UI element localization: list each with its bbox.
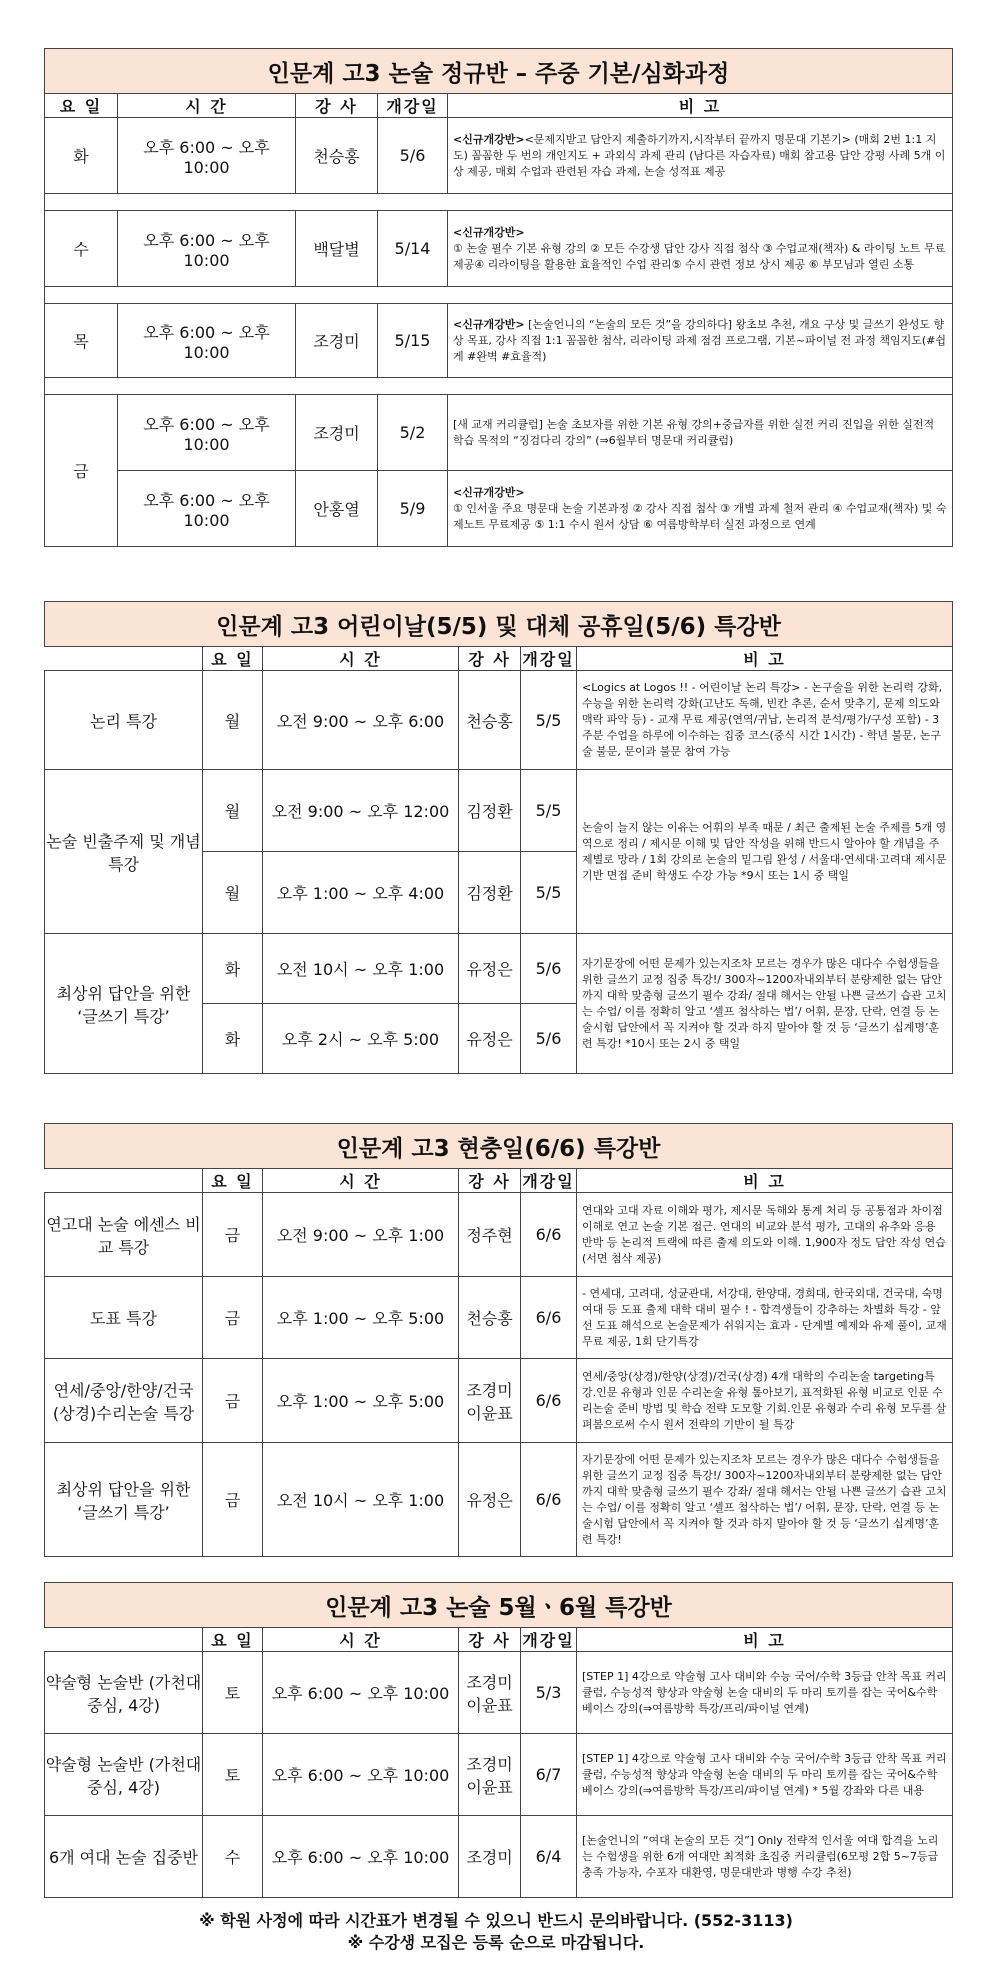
date-cell: 6/6 — [521, 1359, 577, 1443]
date-cell: 6/7 — [521, 1734, 577, 1816]
header-teacher: 강 사 — [459, 647, 521, 671]
teacher-name: 조경미 — [466, 1754, 513, 1774]
teacher-cell: 안홍열 — [296, 471, 378, 547]
day-cell: 토 — [203, 1652, 263, 1734]
day-cell: 월 — [203, 671, 263, 770]
note-cell: <Logics at Logos !! - 어린이날 논리 특강> - 논구술을 위한 논리력 강화, 수능을 위한 논리력 강화(고난도 독해, 빈칸 추론, 순서 맞추기, 문제 의도와 맥락 파악 등) - 교재 무료 제공(연역/귀납, 논리적 분석/평가/구성 포함) - 3주분 수업을 하루에 이수하는 집중 코스(중식 시간 1시간) - 학년 불문, 논구술 불문, 문이과 불문 참여 가능 — [577, 671, 953, 770]
date-cell: 5/2 — [378, 395, 448, 471]
table-row — [45, 471, 953, 547]
header-start-date: 개강일 — [521, 1628, 577, 1652]
header-teacher: 강 사 — [296, 94, 378, 118]
date-cell: 5/3 — [521, 1652, 577, 1734]
table-row — [45, 770, 953, 852]
course-name-cell: 연세/중앙/한양/건국(상경)수리논술 특강 — [45, 1359, 203, 1443]
date-cell: 6/6 — [521, 1443, 577, 1557]
teacher-cell: 조경미 — [296, 304, 378, 378]
date-cell: 5/15 — [378, 304, 448, 378]
note-cell: [STEP 1] 4강으로 약술형 고사 대비와 수능 국어/수학 3등급 안착 목표 커리큘럼, 수능성적 향상과 약술형 논술 대비의 두 마리 토끼를 잡는 국어&수학 베이스 강의(⇒여름방학 특강/프리/파이널 연계) — [577, 1652, 953, 1734]
table-row — [45, 1193, 953, 1277]
time-cell: 오후 6:00 ~ 오후 10:00 — [263, 1734, 459, 1816]
header-time: 시 간 — [263, 647, 459, 671]
course-name-cell: 최상위 답안을 위한 ‘글쓰기 특강’ — [45, 934, 203, 1074]
holiday-special-table — [44, 601, 953, 1074]
table-row — [45, 1443, 953, 1557]
course-name-cell: 약술형 논술반 (가천대 중심, 4강) — [45, 1652, 203, 1734]
header-start-date: 개강일 — [521, 647, 577, 671]
date-cell: 6/6 — [521, 1277, 577, 1359]
teacher-cell: 천승홍 — [459, 1277, 521, 1359]
teacher-cell: 유정은 — [459, 1004, 521, 1074]
section-title: 인문계 고3 어린이날(5/5) 및 대체 공휴일(5/6) 특강반 — [45, 602, 953, 647]
date-cell: 5/6 — [521, 934, 577, 1004]
spacer-row — [45, 287, 953, 304]
header-notes: 비 고 — [577, 647, 953, 671]
time-cell: 오전 10시 ~ 오후 1:00 — [263, 934, 459, 1004]
may-june-special-table — [44, 1582, 953, 1898]
course-name-cell: 논리 특강 — [45, 671, 203, 770]
table-row — [45, 1359, 953, 1443]
course-name-cell: 연고대 논술 에센스 비교 특강 — [45, 1193, 203, 1277]
teacher-cell: 정주현 — [459, 1193, 521, 1277]
table-row — [45, 395, 953, 471]
header-day: 요 일 — [203, 647, 263, 671]
date-cell: 5/9 — [378, 471, 448, 547]
table-row — [45, 1652, 953, 1734]
note-cell — [448, 211, 953, 287]
note-text: [논술언니의 “논술의 모든 것”을 강의하다] 왕초보 추천, 개요 구상 및 글쓰기 완성도 향상 목표, 강사 직접 1:1 꼼꼼한 첨삭, 리라이팅 과제 점검 프로그램, 기본~파이널 전 과정 책임지도(#쉽게 #완벽 #효율적) — [453, 317, 947, 363]
day-cell: 월 — [203, 852, 263, 934]
day-cell: 목 — [45, 304, 118, 378]
regular-class-table — [44, 48, 953, 547]
teacher-cell — [459, 1652, 521, 1734]
section-title: 인문계 고3 현충일(6/6) 특강반 — [45, 1124, 953, 1169]
table-row — [45, 1816, 953, 1898]
header-day: 요 일 — [203, 1628, 263, 1652]
header-time: 시 간 — [263, 1169, 459, 1193]
note-cell: 자기문장에 어떤 문제가 있는지조차 모르는 경우가 많은 대다수 수험생들을 위한 글쓰기 교정 집중 특강!/ 300자~1200자내외부터 분량제한 없는 답안까지 대학 맞춤형 글쓰기 필수 강좌/ 절대 해서는 안될 나쁜 글쓰기 습관 고치는 수업/ 이를 정확히 알고 ‘셀프 첨삭하는 법’/ 어휘, 문장, 단락, 연결 등 논술시험 답안에서 꼭 지켜야 할 것과 하지 말아야 할 것 등 ‘글쓰기 십계명’훈련 특강! *10시 또는 2시 중 택일 — [577, 934, 953, 1074]
note-text: ① 인서울 주요 명문대 논술 기본과정 ② 강사 직접 첨삭 ③ 개별 과제 철저 관리 ④ 수업교재(책자) 및 숙제노트 무료제공 ⑤ 1:1 수시 원서 상담 ⑥ 여름방학부터 실전 과정으로 연계 — [453, 501, 947, 531]
note-cell — [448, 471, 953, 547]
memorial-day-table — [44, 1123, 953, 1557]
table-row — [45, 304, 953, 378]
date-cell: 5/14 — [378, 211, 448, 287]
day-cell: 수 — [45, 211, 118, 287]
header-notes: 비 고 — [577, 1628, 953, 1652]
note-badge: <신규개강반> — [453, 132, 525, 146]
table-row — [45, 118, 953, 194]
note-cell: - 연세대, 고려대, 성균관대, 서강대, 한양대, 경희대, 한국외대, 건국대, 숙명여대 등 도표 출제 대학 대비 필수 ! - 합격생들이 강추하는 차별화 특강 - 앞선 도표 해석으로 논술문제가 쉬워지는 효과 - 단계별 예제와 유제 풀이, 교재 무료 제공, 1회 단기특강 — [577, 1277, 953, 1359]
note-cell: [STEP 1] 4강으로 약술형 고사 대비와 수능 국어/수학 3등급 안착 목표 커리큘럼, 수능성적 향상과 약술형 논술 대비의 두 마리 토끼를 잡는 국어&수학 베이스 강의(⇒여름방학 특강/프리/파이널 연계) * 5월 강좌와 다른 내용 — [577, 1734, 953, 1816]
section-title: 인문계 고3 논술 정규반 – 주중 기본/심화과정 — [45, 49, 953, 94]
table-row — [45, 1734, 953, 1816]
spacer-row — [45, 378, 953, 395]
teacher-cell: 천승홍 — [296, 118, 378, 194]
header-teacher: 강 사 — [459, 1169, 521, 1193]
day-cell: 금 — [203, 1193, 263, 1277]
time-cell: 오후 2시 ~ 오후 5:00 — [263, 1004, 459, 1074]
date-cell: 5/6 — [521, 1004, 577, 1074]
note-cell: [논술언니의 “여대 논술의 모든 것”] Only 전략적 인서울 여대 합격을 노리는 수험생을 위한 6개 여대만 최적화 초집중 커리큘럼(6모평 2합 5~7등급 충족 가능자, 수포자 대환영, 명문대반과 병행 수강 추천) — [577, 1816, 953, 1898]
note-cell — [448, 395, 953, 471]
header-day: 요 일 — [45, 94, 118, 118]
header-day: 요 일 — [203, 1169, 263, 1193]
teacher-cell: 김정환 — [459, 852, 521, 934]
time-cell: 오후 6:00 ~ 오후 10:00 — [263, 1652, 459, 1734]
time-cell: 오후 6:00 ~ 오후 10:00 — [263, 1816, 459, 1898]
teacher-cell — [459, 1359, 521, 1443]
date-cell: 6/6 — [521, 1193, 577, 1277]
header-start-date: 개강일 — [521, 1169, 577, 1193]
footer-line-contact: ※ 학원 사정에 따라 시간표가 변경될 수 있으니 반드시 문의바랍니다. (552-3113) — [199, 1911, 793, 1930]
teacher-name: 조경미 — [466, 1672, 513, 1692]
teacher-cell: 천승홍 — [459, 671, 521, 770]
time-cell: 오후 6:00 ~ 오후 10:00 — [118, 211, 296, 287]
header-teacher: 강 사 — [459, 1628, 521, 1652]
header-notes: 비 고 — [448, 94, 953, 118]
time-cell: 오후 6:00 ~ 오후 10:00 — [118, 118, 296, 194]
time-cell: 오전 9:00 ~ 오후 1:00 — [263, 1193, 459, 1277]
note-cell — [448, 118, 953, 194]
day-cell: 금 — [203, 1443, 263, 1557]
spacer-row — [45, 194, 953, 211]
header-time: 시 간 — [263, 1628, 459, 1652]
day-cell: 화 — [45, 118, 118, 194]
course-name-cell: 6개 여대 논술 집중반 — [45, 1816, 203, 1898]
note-cell — [448, 304, 953, 378]
note-text: ① 논술 필수 기본 유형 강의 ② 모든 수강생 답안 강사 직접 첨삭 ③ 수업교재(책자) & 라이팅 노트 무료 제공④ 리라이팅을 활용한 효율적인 수업 관리⑤ 수시 관련 정보 상시 제공 ⑥ 부모님과 열린 소통 — [453, 241, 946, 271]
teacher-name: 조경미 — [466, 1380, 513, 1400]
header-time: 시 간 — [118, 94, 296, 118]
note-badge: <신규개강반> — [453, 317, 525, 331]
date-cell: 5/5 — [521, 770, 577, 852]
teacher-cell: 백달별 — [296, 211, 378, 287]
day-cell: 수 — [203, 1816, 263, 1898]
table-row — [45, 211, 953, 287]
teacher-name: 이윤표 — [466, 1695, 513, 1715]
date-cell: 5/6 — [378, 118, 448, 194]
note-badge: <신규개강반> — [453, 225, 525, 239]
table-row — [45, 934, 953, 1004]
course-name-cell: 논술 빈출주제 및 개념특강 — [45, 770, 203, 934]
teacher-name: 이윤표 — [466, 1777, 513, 1797]
note-text: [새 교재 커리큘럼] 논술 초보자를 위한 기본 유형 강의+중급자를 위한 실전 커리 진입을 위한 실전적 학습 목적의 “징검다리 강의” (⇒6월부터 명문대 커리큘럼) — [453, 417, 935, 447]
date-cell: 5/5 — [521, 671, 577, 770]
section-title: 인문계 고3 논술 5월ㆍ6월 특강반 — [45, 1583, 953, 1628]
teacher-cell: 유정은 — [459, 934, 521, 1004]
course-name-cell: 최상위 답안을 위한 ‘글쓰기 특강’ — [45, 1443, 203, 1557]
header-start-date: 개강일 — [378, 94, 448, 118]
time-cell: 오후 1:00 ~ 오후 5:00 — [263, 1359, 459, 1443]
time-cell: 오후 1:00 ~ 오후 4:00 — [263, 852, 459, 934]
teacher-cell: 조경미 — [296, 395, 378, 471]
teacher-cell — [459, 1734, 521, 1816]
note-cell: 논술이 늘지 않는 이유는 어휘의 부족 때문 / 최근 출제된 논술 주제를 5개 영역으로 정리 / 제시문 이해 및 답안 작성을 위해 반드시 알아야 할 개념을 주제별로 망라 / 1회 강의로 논술의 밑그림 완성 / 서울대·연세대·고려대 제시문 기반 면접 준비 학생도 수강 가능 *9시 또는 1시 중 택일 — [577, 770, 953, 934]
teacher-cell: 조경미 — [459, 1816, 521, 1898]
day-cell: 금 — [203, 1359, 263, 1443]
note-badge: <신규개강반> — [453, 485, 525, 499]
day-cell: 화 — [203, 1004, 263, 1074]
note-text: <문제지받고 답안지 제출하기까지,시작부터 끝까지 명문대 기본기> (매회 2번 1:1 지도) 꼼꼼한 두 번의 개인지도 + 과외식 과제 관리 (남다른 자습자료) 매회 참고용 답안 강평 사례 5개 이상 제공, 매회 수업과 관련된 자습 과제, 논술 성적표 제공 — [453, 132, 946, 178]
day-cell: 금 — [203, 1277, 263, 1359]
time-cell: 오전 9:00 ~ 오후 6:00 — [263, 671, 459, 770]
date-cell: 5/5 — [521, 852, 577, 934]
teacher-name: 이윤표 — [466, 1403, 513, 1423]
teacher-cell: 유정은 — [459, 1443, 521, 1557]
day-cell: 금 — [45, 395, 118, 547]
teacher-cell: 김정환 — [459, 770, 521, 852]
date-cell: 6/4 — [521, 1816, 577, 1898]
day-cell: 월 — [203, 770, 263, 852]
table-row — [45, 671, 953, 770]
course-name-cell: 약술형 논술반 (가천대 중심, 4강) — [45, 1734, 203, 1816]
footer-line-enrollment: ※ 수강생 모집은 등록 순으로 마감됩니다. — [347, 1933, 645, 1952]
table-row — [45, 1277, 953, 1359]
footer-notice — [0, 1910, 992, 1954]
course-name-cell: 도표 특강 — [45, 1277, 203, 1359]
day-cell: 화 — [203, 934, 263, 1004]
note-cell: 자기문장에 어떤 문제가 있는지조차 모르는 경우가 많은 대다수 수험생들을 위한 글쓰기 교정 집중 특강!/ 300자~1200자내외부터 분량제한 없는 답안까지 대학 맞춤형 글쓰기 필수 강좌/ 절대 해서는 안될 나쁜 글쓰기 습관 고치는 수업/ 이를 정확히 알고 ‘셀프 첨삭하는 법’/ 어휘, 문장, 단락, 연결 등 논술시험 답안에서 꼭 지켜야 할 것과 하지 말아야 할 것 등 ‘글쓰기 십계명’훈련 특강! — [577, 1443, 953, 1557]
note-cell: 연세/중앙(상경)/한양(상경)/건국(상경) 4개 대학의 수리논술 targeting특강.인문 유형과 인문 수리논술 유형 톺아보기, 표적화된 유형 비교로 인문 수리논술 준비 방법 및 학습 전략 도모할 기회.인문 유형과 수리 유형 모두를 살펴봄으로써 수시 원서 전략의 기반이 될 특강 — [577, 1359, 953, 1443]
time-cell: 오후 6:00 ~ 오후 10:00 — [118, 304, 296, 378]
note-cell: 연대와 고대 자료 이해와 평가, 제시문 독해와 통계 처리 등 공통점과 차이점 이해로 연고 논술 기본 접근. 연대의 비교와 분석 평가, 고대의 유추와 응용 반박 등 논리적 트랙에 따른 출제 의도와 이해. 1,900자 정도 답안 작성 연습 (서면 첨삭 제공) — [577, 1193, 953, 1277]
header-notes: 비 고 — [577, 1169, 953, 1193]
time-cell: 오후 6:00 ~ 오후 10:00 — [118, 471, 296, 547]
time-cell: 오후 6:00 ~ 오후 10:00 — [118, 395, 296, 471]
day-cell: 토 — [203, 1734, 263, 1816]
time-cell: 오전 10시 ~ 오후 1:00 — [263, 1443, 459, 1557]
time-cell: 오전 9:00 ~ 오후 12:00 — [263, 770, 459, 852]
time-cell: 오후 1:00 ~ 오후 5:00 — [263, 1277, 459, 1359]
